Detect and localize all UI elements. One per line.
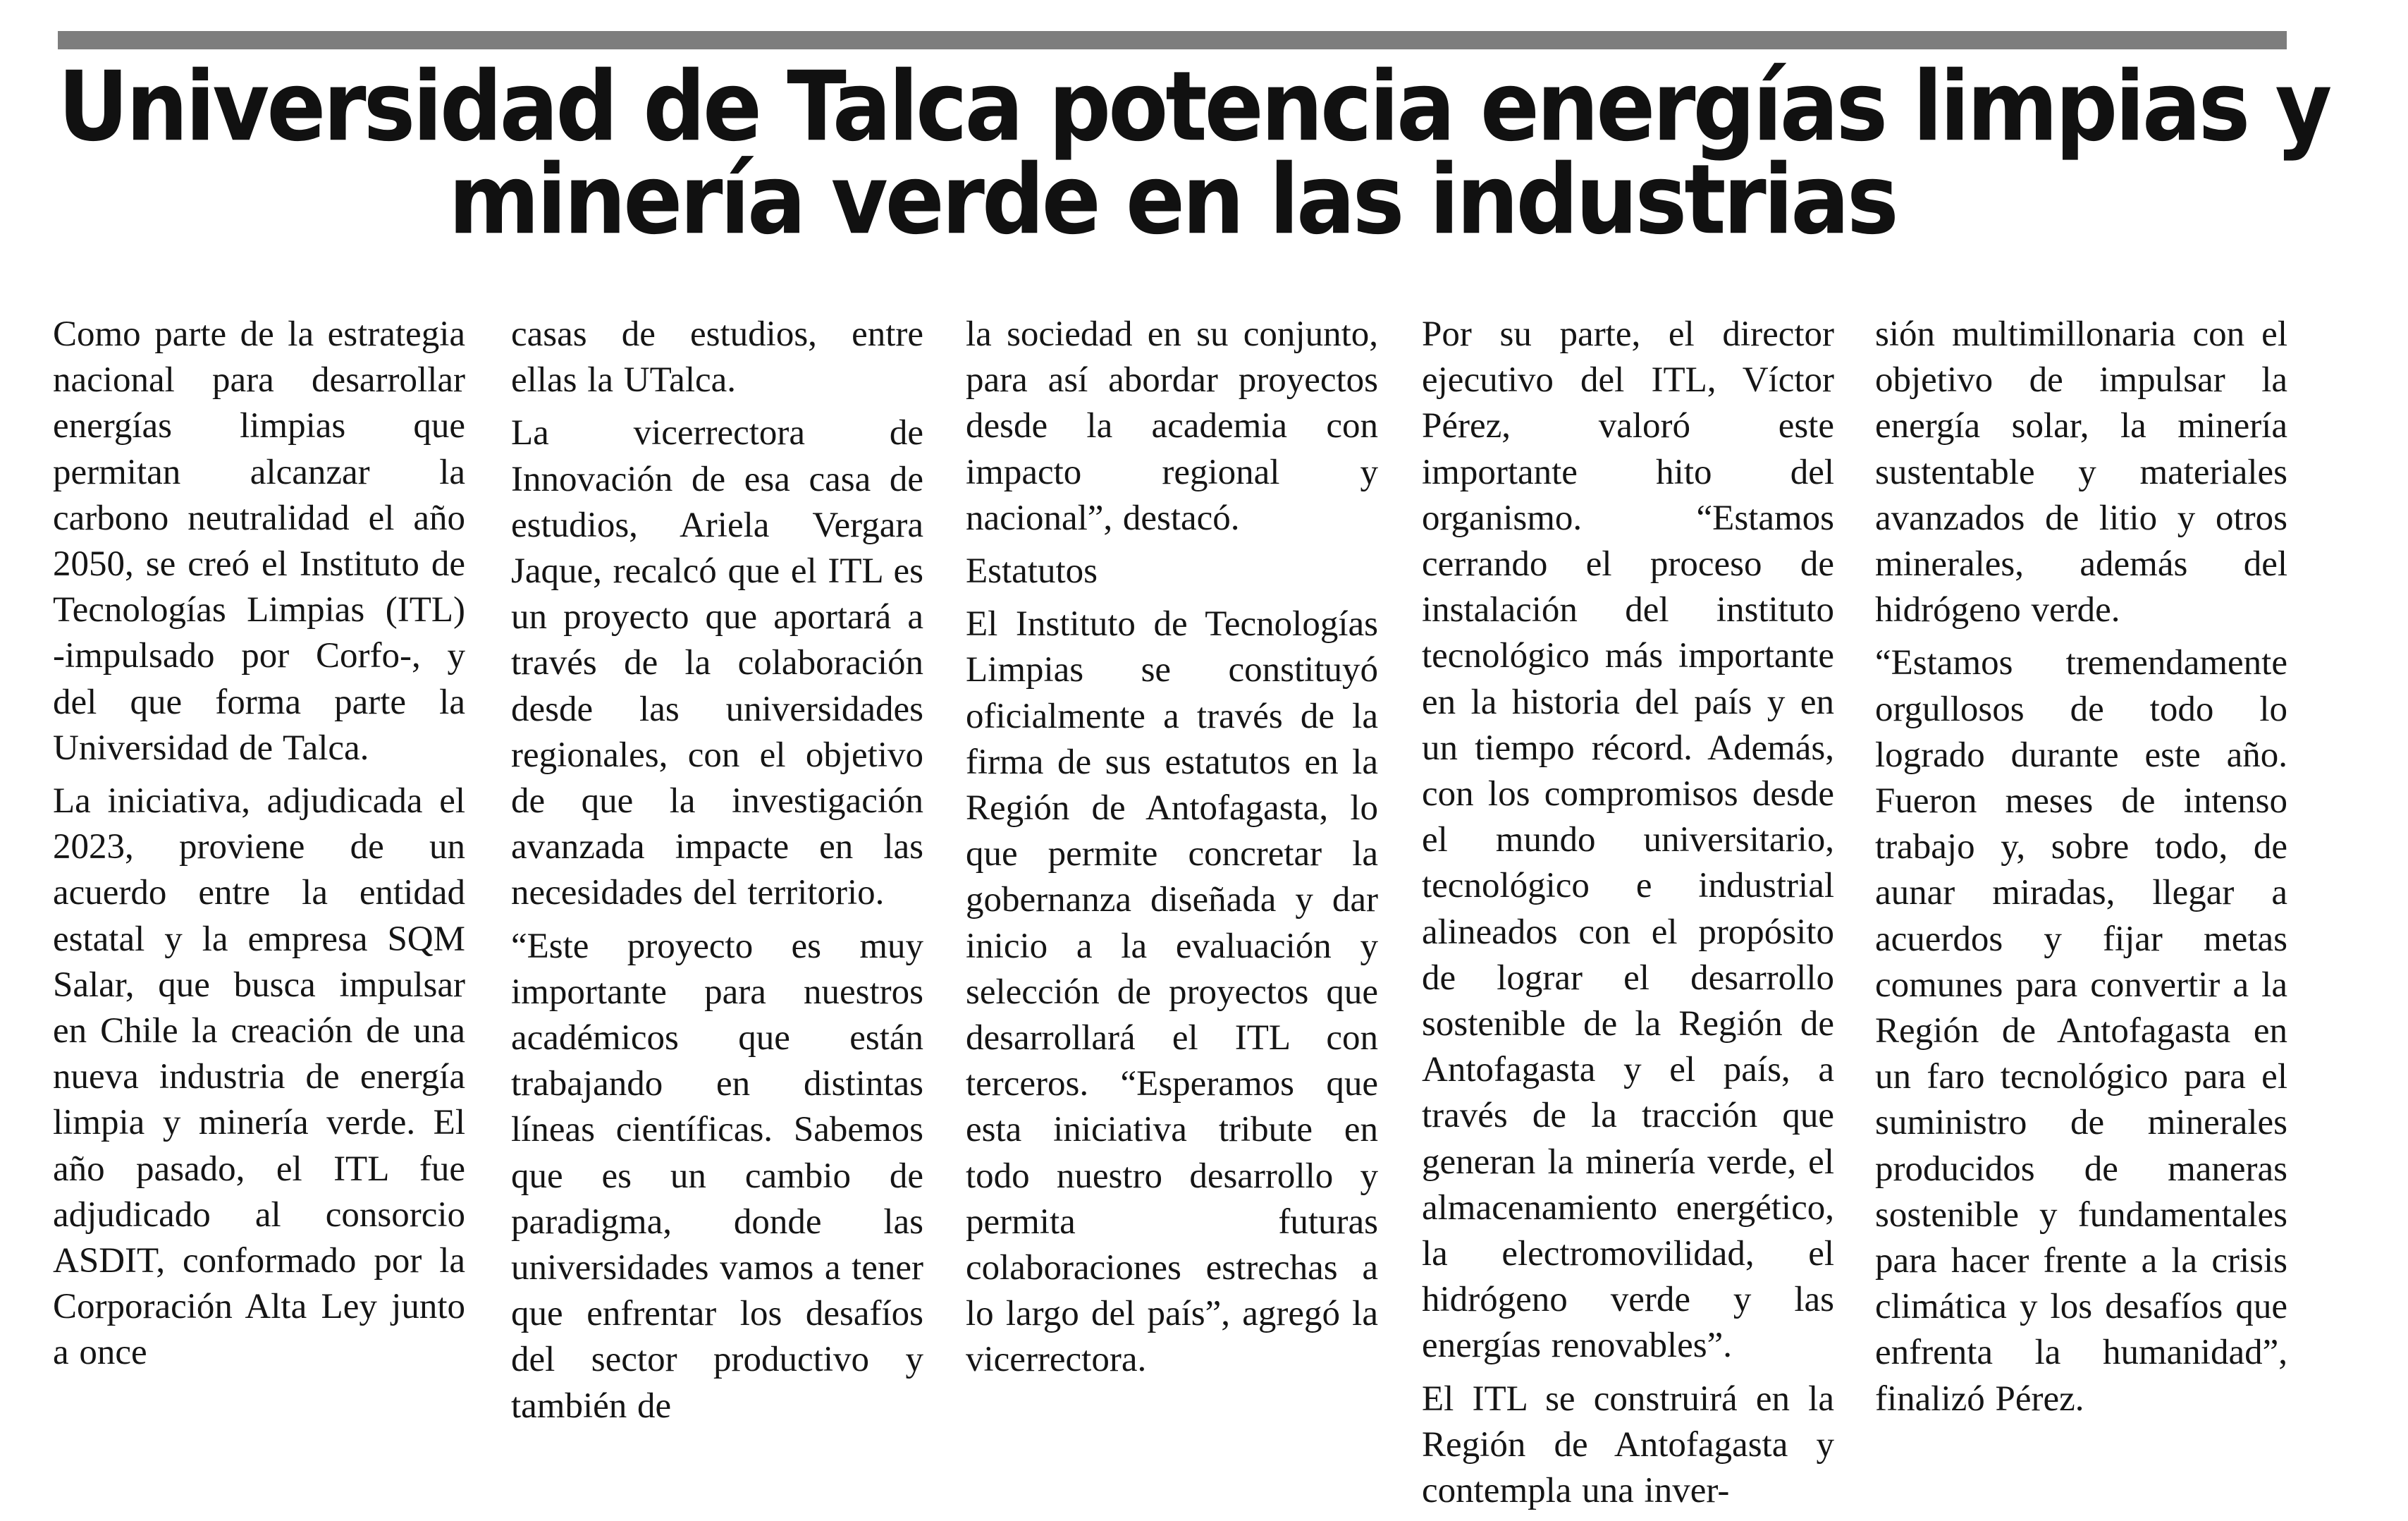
paragraph: la sociedad en su conjunto, para así abordar proyectos desde la academia con impacto regional y nacional”, destacó. bbox=[966, 314, 1378, 538]
paragraph: El ITL se construirá en la Región de Antofagasta y contempla una inver- bbox=[1422, 1379, 1834, 1511]
headline-line-1: Universidad de Talca potencia energías limpias y bbox=[58, 51, 2330, 164]
paragraph: “Estamos tremendamente orgullosos de todo lo logrado durante este año. Fueron meses de intenso trabajo y, sobre todo, de aunar miradas, llegar a acuerdos y fijar metas comunes para convertir a la Región de Antofagasta en un faro tecnológico para el suministro de minerales producidos de maneras sostenible y fundamentales para hacer frente a la crisis climática y los desafíos que enfrenta la humanidad”, finalizó Pérez. bbox=[1875, 643, 2287, 1419]
paragraph: Como parte de la estrategia nacional para desarrollar energías limpias que permitan alcanzar la carbono neutralidad el año 2050, se creó el Instituto de Tecnologías Limpias (ITL) -impulsado por Corfo-, y del que forma parte la Universidad de Talca. bbox=[53, 314, 465, 768]
paragraph: El Instituto de Tecnologías Limpias se constituyó oficialmente a través de la firma de sus estatutos en la Región de Antofagasta, lo que permite concretar la gobernanza diseñada y dar inicio a la evaluación y selección de proyectos que desarrollará el ITL con terceros. “Esperamos que esta iniciativa tribute en todo nuestro desarrollo y permita futuras colaboraciones estrechas a lo largo del país”, agregó la vicerrectora. bbox=[966, 604, 1378, 1380]
headline bbox=[58, 51, 2330, 257]
top-rule bbox=[58, 31, 2287, 49]
paragraph: casas de estudios, entre ellas la UTalca. bbox=[511, 314, 923, 401]
column-4 bbox=[1422, 312, 1834, 1521]
subheading: Estatutos bbox=[966, 551, 1098, 592]
column-2 bbox=[511, 312, 923, 1436]
paragraph: La vicerrectora de Innovación de esa casa de estudios, Ariela Vergara Jaque, recalcó que el ITL es un proyecto que aportará a través de la colaboración desde las universidades regionales, con el objetivo de que la investigación avanzada impacte en las necesidades del territorio. bbox=[511, 413, 923, 913]
column-5 bbox=[1875, 312, 2287, 1429]
column-3 bbox=[966, 312, 1378, 1391]
headline-line-2: minería verde en las industrias bbox=[448, 144, 1896, 257]
paragraph: “Este proyecto es muy importante para nuestros académicos que están trabajando en distintas líneas científicas. Sabemos que es un cambio de paradigma, donde las universidades vamos a tener que enfrentar los desafíos del sector productivo y también de bbox=[511, 926, 923, 1426]
paragraph: sión multimillonaria con el objetivo de impulsar la energía solar, la minería sustentable y materiales avanzados de litio y otros minerales, además del hidrógeno verde. bbox=[1875, 314, 2287, 630]
paragraph: Por su parte, el director ejecutivo del ITL, Víctor Pérez, valoró este importante hito del organismo. “Estamos cerrando el proceso de instalación del instituto tecnológico más importante en la historia del país y en un tiempo récord. Además, con los compromisos desde el mundo universitario, tecnológico e industrial alineados con el propósito de lograr el desarrollo sostenible de la Región de Antofagasta y el país, a través de la tracción que generan la minería verde, el almacenamiento energético, la electromovilidad, el hidrógeno verde y las energías renovables”. bbox=[1422, 314, 1834, 1366]
column-1 bbox=[53, 312, 465, 1383]
paragraph: La iniciativa, adjudicada el 2023, proviene de un acuerdo entre la entidad estatal y la empresa SQM Salar, que busca impulsar en Chile la creación de una nueva industria de energía limpia y minería verde. El año pasado, el ITL fue adjudicado al consorcio ASDIT, conformado por la Corporación Alta Ley junto a once bbox=[53, 781, 465, 1373]
